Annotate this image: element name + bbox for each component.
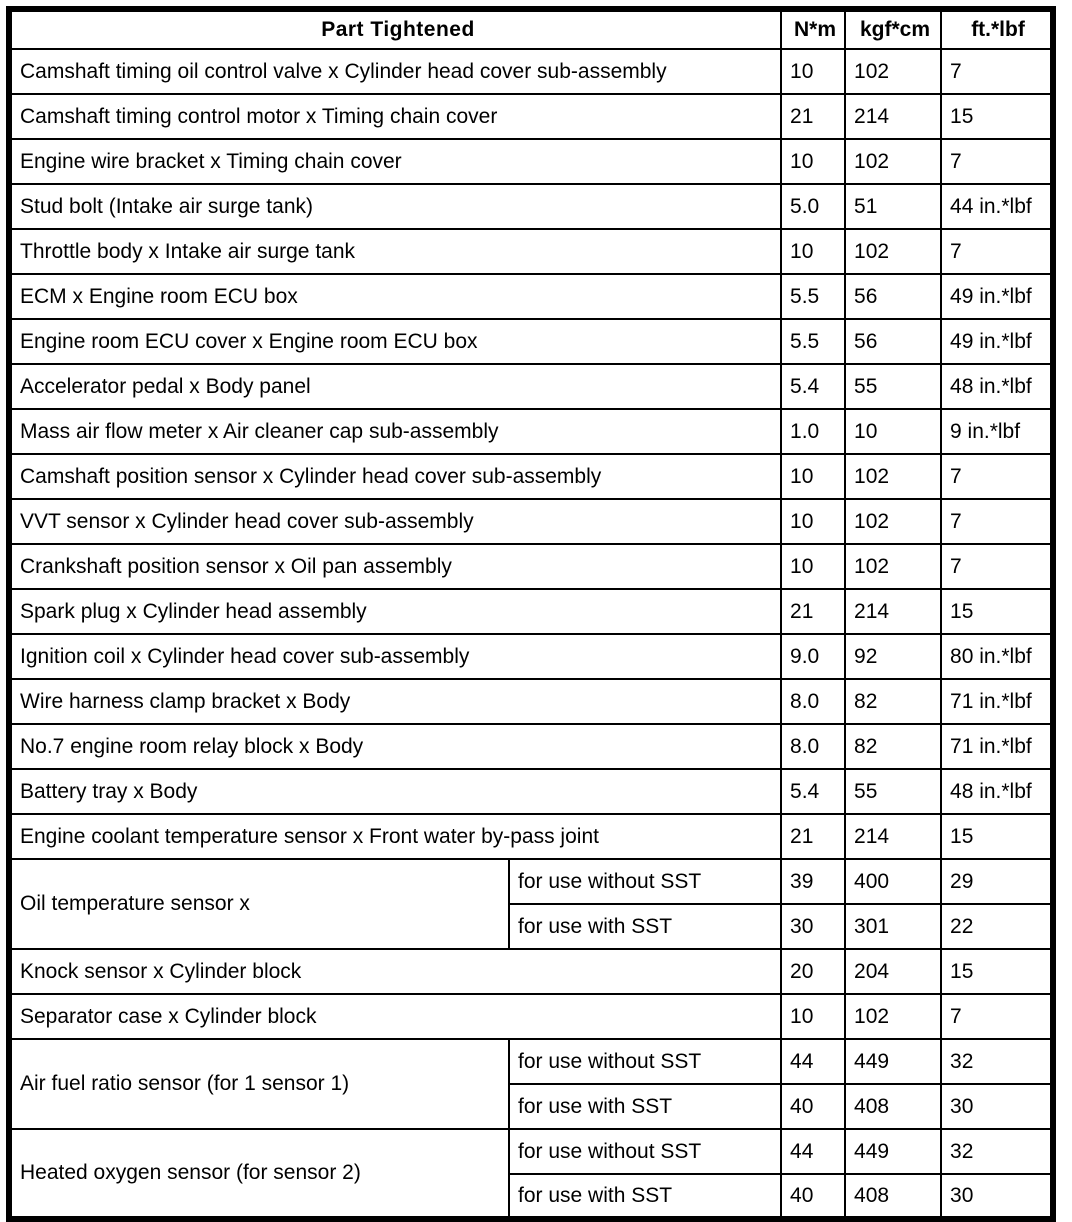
ftlbf-value-cell: 80 in.*lbf <box>941 634 1053 679</box>
header-unit-kgfcm: kgf*cm <box>845 9 941 49</box>
condition-cell: for use without SST <box>509 859 781 904</box>
part-cell: Throttle body x Intake air surge tank <box>9 229 781 274</box>
ftlbf-value-cell: 30 <box>941 1084 1053 1129</box>
kgfcm-value-cell: 102 <box>845 994 941 1039</box>
kgfcm-value-cell: 55 <box>845 364 941 409</box>
kgfcm-value-cell: 102 <box>845 49 941 94</box>
nm-value-cell: 39 <box>781 859 845 904</box>
ftlbf-value-cell: 7 <box>941 454 1053 499</box>
kgfcm-value-cell: 214 <box>845 814 941 859</box>
part-cell: Engine room ECU cover x Engine room ECU box <box>9 319 781 364</box>
condition-cell: for use with SST <box>509 1174 781 1219</box>
kgfcm-value-cell: 400 <box>845 859 941 904</box>
part-cell: Battery tray x Body <box>9 769 781 814</box>
nm-value-cell: 44 <box>781 1129 845 1174</box>
condition-cell: for use without SST <box>509 1129 781 1174</box>
table-row <box>9 499 1053 544</box>
nm-value-cell: 5.4 <box>781 364 845 409</box>
nm-value-cell: 10 <box>781 49 845 94</box>
ftlbf-value-cell: 71 in.*lbf <box>941 679 1053 724</box>
kgfcm-value-cell: 408 <box>845 1174 941 1219</box>
kgfcm-value-cell: 102 <box>845 499 941 544</box>
table-row <box>9 679 1053 724</box>
ftlbf-value-cell: 48 in.*lbf <box>941 364 1053 409</box>
part-cell: Crankshaft position sensor x Oil pan assembly <box>9 544 781 589</box>
part-cell: Separator case x Cylinder block <box>9 994 781 1039</box>
header-unit-ftlbf: ft.*lbf <box>941 9 1053 49</box>
table-row <box>9 229 1053 274</box>
table-body <box>9 49 1053 1219</box>
nm-value-cell: 8.0 <box>781 724 845 769</box>
nm-value-cell: 20 <box>781 949 845 994</box>
kgfcm-value-cell: 449 <box>845 1129 941 1174</box>
nm-value-cell: 10 <box>781 229 845 274</box>
table-row <box>9 724 1053 769</box>
table-row <box>9 94 1053 139</box>
ftlbf-value-cell: 22 <box>941 904 1053 949</box>
nm-value-cell: 21 <box>781 94 845 139</box>
table-row <box>9 589 1053 634</box>
ftlbf-value-cell: 15 <box>941 589 1053 634</box>
nm-value-cell: 10 <box>781 544 845 589</box>
table-row <box>9 994 1053 1039</box>
nm-value-cell: 10 <box>781 139 845 184</box>
ftlbf-value-cell: 15 <box>941 94 1053 139</box>
kgfcm-value-cell: 408 <box>845 1084 941 1129</box>
nm-value-cell: 1.0 <box>781 409 845 454</box>
kgfcm-value-cell: 51 <box>845 184 941 229</box>
nm-value-cell: 10 <box>781 454 845 499</box>
part-cell: Engine wire bracket x Timing chain cover <box>9 139 781 184</box>
part-cell: VVT sensor x Cylinder head cover sub-assembly <box>9 499 781 544</box>
part-cell: Camshaft position sensor x Cylinder head cover sub-assembly <box>9 454 781 499</box>
part-cell: Oil temperature sensor x <box>9 859 509 949</box>
table-row <box>9 1129 1053 1174</box>
table-row <box>9 634 1053 679</box>
header-unit-nm: N*m <box>781 9 845 49</box>
ftlbf-value-cell: 7 <box>941 499 1053 544</box>
ftlbf-value-cell: 9 in.*lbf <box>941 409 1053 454</box>
ftlbf-value-cell: 48 in.*lbf <box>941 769 1053 814</box>
part-cell: Heated oxygen sensor (for sensor 2) <box>9 1129 509 1219</box>
ftlbf-value-cell: 44 in.*lbf <box>941 184 1053 229</box>
kgfcm-value-cell: 55 <box>845 769 941 814</box>
part-cell: Camshaft timing oil control valve x Cylinder head cover sub-assembly <box>9 49 781 94</box>
ftlbf-value-cell: 30 <box>941 1174 1053 1219</box>
ftlbf-value-cell: 7 <box>941 49 1053 94</box>
table-row <box>9 49 1053 94</box>
ftlbf-value-cell: 49 in.*lbf <box>941 319 1053 364</box>
kgfcm-value-cell: 449 <box>845 1039 941 1084</box>
kgfcm-value-cell: 56 <box>845 319 941 364</box>
table-row <box>9 814 1053 859</box>
part-cell: ECM x Engine room ECU box <box>9 274 781 319</box>
header-row <box>9 9 1053 49</box>
part-cell: Ignition coil x Cylinder head cover sub-assembly <box>9 634 781 679</box>
ftlbf-value-cell: 7 <box>941 229 1053 274</box>
table-row <box>9 544 1053 589</box>
kgfcm-value-cell: 301 <box>845 904 941 949</box>
table-row <box>9 139 1053 184</box>
nm-value-cell: 10 <box>781 994 845 1039</box>
kgfcm-value-cell: 82 <box>845 724 941 769</box>
kgfcm-value-cell: 56 <box>845 274 941 319</box>
nm-value-cell: 21 <box>781 589 845 634</box>
torque-spec-table <box>6 6 1056 1222</box>
nm-value-cell: 5.5 <box>781 319 845 364</box>
kgfcm-value-cell: 204 <box>845 949 941 994</box>
ftlbf-value-cell: 7 <box>941 139 1053 184</box>
ftlbf-value-cell: 49 in.*lbf <box>941 274 1053 319</box>
condition-cell: for use with SST <box>509 904 781 949</box>
table-row <box>9 454 1053 499</box>
nm-value-cell: 8.0 <box>781 679 845 724</box>
ftlbf-value-cell: 7 <box>941 994 1053 1039</box>
header-part-tightened: Part Tightened <box>9 9 781 49</box>
condition-cell: for use without SST <box>509 1039 781 1084</box>
nm-value-cell: 5.4 <box>781 769 845 814</box>
table-row <box>9 1039 1053 1084</box>
ftlbf-value-cell: 32 <box>941 1039 1053 1084</box>
kgfcm-value-cell: 10 <box>845 409 941 454</box>
part-cell: Accelerator pedal x Body panel <box>9 364 781 409</box>
table-row <box>9 769 1053 814</box>
nm-value-cell: 44 <box>781 1039 845 1084</box>
table-row <box>9 859 1053 904</box>
table-row <box>9 274 1053 319</box>
part-cell: Air fuel ratio sensor (for 1 sensor 1) <box>9 1039 509 1129</box>
kgfcm-value-cell: 102 <box>845 454 941 499</box>
nm-value-cell: 5.0 <box>781 184 845 229</box>
part-cell: Stud bolt (Intake air surge tank) <box>9 184 781 229</box>
nm-value-cell: 9.0 <box>781 634 845 679</box>
table-row <box>9 409 1053 454</box>
ftlbf-value-cell: 15 <box>941 814 1053 859</box>
part-cell: Spark plug x Cylinder head assembly <box>9 589 781 634</box>
table-row <box>9 364 1053 409</box>
ftlbf-value-cell: 32 <box>941 1129 1053 1174</box>
ftlbf-value-cell: 7 <box>941 544 1053 589</box>
nm-value-cell: 40 <box>781 1084 845 1129</box>
kgfcm-value-cell: 214 <box>845 589 941 634</box>
nm-value-cell: 21 <box>781 814 845 859</box>
part-cell: Knock sensor x Cylinder block <box>9 949 781 994</box>
kgfcm-value-cell: 102 <box>845 229 941 274</box>
kgfcm-value-cell: 82 <box>845 679 941 724</box>
ftlbf-value-cell: 29 <box>941 859 1053 904</box>
nm-value-cell: 30 <box>781 904 845 949</box>
table-row <box>9 184 1053 229</box>
part-cell: Engine coolant temperature sensor x Front water by-pass joint <box>9 814 781 859</box>
part-cell: Mass air flow meter x Air cleaner cap sub-assembly <box>9 409 781 454</box>
ftlbf-value-cell: 71 in.*lbf <box>941 724 1053 769</box>
kgfcm-value-cell: 92 <box>845 634 941 679</box>
kgfcm-value-cell: 214 <box>845 94 941 139</box>
part-cell: Wire harness clamp bracket x Body <box>9 679 781 724</box>
nm-value-cell: 40 <box>781 1174 845 1219</box>
part-cell: Camshaft timing control motor x Timing chain cover <box>9 94 781 139</box>
table-row <box>9 319 1053 364</box>
part-cell: No.7 engine room relay block x Body <box>9 724 781 769</box>
ftlbf-value-cell: 15 <box>941 949 1053 994</box>
table-row <box>9 949 1053 994</box>
nm-value-cell: 10 <box>781 499 845 544</box>
condition-cell: for use with SST <box>509 1084 781 1129</box>
kgfcm-value-cell: 102 <box>845 544 941 589</box>
kgfcm-value-cell: 102 <box>845 139 941 184</box>
nm-value-cell: 5.5 <box>781 274 845 319</box>
